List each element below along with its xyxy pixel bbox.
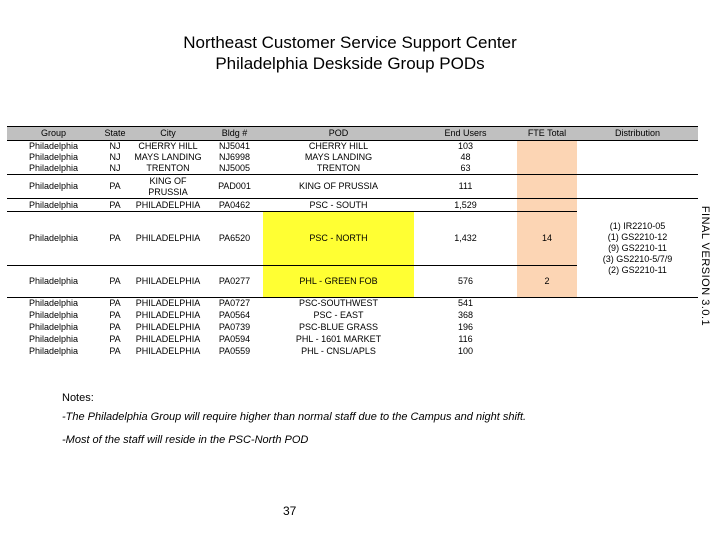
table-header-row — [7, 127, 698, 141]
cell-state: PA — [109, 298, 121, 309]
distribution-line: (2) GS2210-11 — [608, 264, 667, 275]
cell-group: Philadelphia — [28, 334, 79, 344]
table-row — [7, 163, 698, 175]
table-row — [7, 310, 698, 322]
cell-bldg: PA6520 — [206, 212, 263, 266]
cell-pod: TRENTON — [263, 163, 414, 175]
cell-fte: 2 — [517, 266, 577, 298]
cell-distribution — [577, 322, 698, 334]
cell-group: Philadelphia — [28, 346, 79, 356]
cell-fte — [517, 175, 577, 199]
cell-distribution — [577, 175, 698, 199]
cell-state: NJ — [100, 163, 130, 175]
cell-bldg: PA0277 — [206, 266, 263, 298]
cell-distribution — [577, 298, 698, 310]
cell-users: 100 — [457, 346, 474, 356]
table-row — [7, 175, 698, 199]
col-header-group: Group — [7, 127, 100, 141]
table-row — [7, 346, 698, 358]
cell-state: NJ — [109, 152, 121, 162]
cell-users: 541 — [457, 298, 474, 309]
table-row — [7, 152, 698, 163]
cell-state: PA — [100, 266, 130, 298]
cell-users: 116 — [458, 334, 473, 344]
cell-fte — [517, 346, 577, 358]
cell-group: Philadelphia — [7, 175, 100, 199]
distribution-line: (3) GS2210-5/7/9 — [602, 253, 673, 264]
cell-users: 196 — [457, 322, 474, 332]
cell-bldg: PA0559 — [218, 346, 251, 356]
cell-users: 63 — [414, 163, 517, 175]
cell-pod: PSC - EAST — [313, 310, 364, 320]
table-row — [7, 199, 698, 212]
cell-state: PA — [109, 334, 121, 344]
cell-group: Philadelphia — [28, 322, 79, 332]
cell-pod: PHL - 1601 MARKET — [295, 334, 382, 344]
pod-table — [7, 126, 698, 358]
cell-distribution — [577, 334, 698, 346]
cell-city: PHILADELPHIA — [135, 346, 201, 356]
cell-bldg: NJ6998 — [218, 152, 251, 162]
table-row — [7, 322, 698, 334]
cell-users: 1,529 — [414, 199, 517, 212]
cell-pod: PHL - CNSL/APLS — [301, 346, 376, 356]
cell-state: PA — [109, 346, 121, 356]
cell-fte — [517, 152, 577, 163]
cell-users: 576 — [414, 266, 517, 298]
cell-pod: PHL - GREEN FOB — [263, 266, 414, 298]
cell-city: PHILADELPHIA — [130, 199, 206, 212]
cell-group: Philadelphia — [7, 212, 100, 266]
col-header-city: City — [130, 127, 206, 141]
cell-users: 111 — [414, 175, 517, 199]
cell-fte — [517, 298, 577, 310]
distribution-cell — [577, 199, 698, 298]
title-line-1: Northeast Customer Service Support Center — [183, 33, 517, 52]
cell-city: TRENTON — [130, 163, 206, 175]
cell-bldg: NJ5005 — [206, 163, 263, 175]
cell-distribution — [577, 141, 698, 153]
cell-distribution — [577, 152, 698, 163]
cell-group: Philadelphia — [28, 141, 79, 151]
cell-bldg: PA0594 — [218, 334, 251, 344]
col-header-bldg: Bldg # — [206, 127, 263, 141]
cell-fte — [517, 163, 577, 175]
notes-label: Notes: — [62, 392, 94, 404]
cell-pod: PSC - SOUTH — [263, 199, 414, 212]
cell-city: PHILADELPHIA — [135, 322, 201, 332]
cell-bldg: PA0462 — [206, 199, 263, 212]
cell-city: PHILADELPHIA — [130, 212, 206, 266]
cell-state: PA — [109, 310, 121, 320]
cell-users: 368 — [457, 310, 474, 320]
cell-pod: CHERRY HILL — [308, 141, 369, 151]
cell-bldg: PAD001 — [206, 175, 263, 199]
title-line-2: Philadelphia Deskside Group PODs — [215, 54, 485, 73]
note-1: -The Philadelphia Group will require higher than normal staff due to the Campus and night shift. — [62, 411, 527, 423]
cell-pod: PSC-BLUE GRASS — [298, 322, 379, 332]
cell-bldg: PA0564 — [218, 310, 251, 320]
cell-fte — [517, 141, 577, 153]
cell-state: PA — [100, 199, 130, 212]
table-row — [7, 334, 698, 346]
col-header-state: State — [100, 127, 130, 141]
cell-bldg: PA0739 — [218, 322, 251, 332]
cell-city: KING OF PRUSSIA — [130, 175, 206, 199]
note-2: -Most of the staff will reside in the PSC-North POD — [62, 434, 309, 446]
cell-group: Philadelphia — [28, 152, 79, 162]
cell-city: PHILADELPHIA — [135, 310, 201, 320]
cell-city: PHILADELPHIA — [135, 298, 201, 309]
cell-pod: MAYS LANDING — [304, 152, 373, 162]
cell-group: Philadelphia — [28, 310, 79, 320]
cell-city: CHERRY HILL — [138, 141, 198, 151]
cell-fte: 14 — [517, 212, 577, 266]
cell-state: NJ — [109, 141, 121, 151]
cell-pod: KING OF PRUSSIA — [263, 175, 414, 199]
cell-users: 103 — [457, 141, 474, 151]
cell-fte — [517, 310, 577, 322]
cell-city: PHILADELPHIA — [135, 334, 201, 344]
cell-city: MAYS LANDING — [134, 152, 202, 162]
cell-distribution — [577, 310, 698, 322]
col-header-fte-total: FTE Total — [517, 127, 577, 141]
col-header-distribution: Distribution — [577, 127, 698, 141]
table-row — [7, 298, 698, 310]
cell-users: 48 — [460, 152, 471, 162]
cell-distribution — [577, 163, 698, 175]
cell-distribution — [577, 346, 698, 358]
distribution-line: (1) IR2210-05 — [609, 220, 666, 231]
cell-pod: PSC - NORTH — [263, 212, 414, 266]
cell-bldg: PA0727 — [218, 298, 251, 309]
cell-group: Philadelphia — [7, 266, 100, 298]
distribution-line: (1) GS2210-12 — [607, 231, 668, 242]
final-version-label: FINAL VERSION 3.0.1 — [699, 205, 711, 327]
cell-fte — [517, 199, 577, 212]
col-header-end-users: End Users — [414, 127, 517, 141]
cell-state: PA — [100, 212, 130, 266]
cell-group: Philadelphia — [7, 163, 100, 175]
cell-state: PA — [109, 322, 121, 332]
cell-state: PA — [100, 175, 130, 199]
cell-users: 1,432 — [414, 212, 517, 266]
col-header-pod: POD — [263, 127, 414, 141]
table-row — [7, 141, 698, 153]
cell-fte — [517, 334, 577, 346]
cell-bldg: NJ5041 — [218, 141, 251, 151]
cell-city: PHILADELPHIA — [130, 266, 206, 298]
cell-group: Philadelphia — [7, 199, 100, 212]
cell-pod: PSC-SOUTHWEST — [298, 298, 378, 309]
cell-group: Philadelphia — [28, 298, 79, 309]
cell-fte — [517, 322, 577, 334]
page-number: 37 — [283, 504, 297, 518]
distribution-line: (9) GS2210-11 — [608, 242, 667, 253]
